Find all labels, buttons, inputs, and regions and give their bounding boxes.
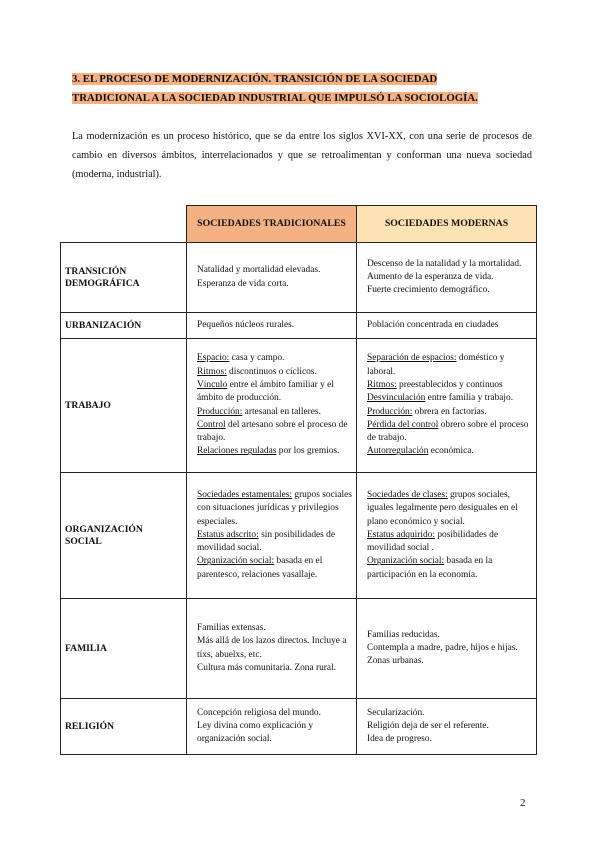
cell-line (367, 733, 532, 746)
cell-line (367, 707, 532, 720)
cell-line-key: Organización social: (197, 556, 275, 567)
column-header-traditional: SOCIEDADES TRADICIONALES (187, 206, 357, 243)
cell-modern (357, 599, 537, 699)
cell-line-text: Pequeños núcleos rurales. (197, 319, 295, 330)
cell-line (197, 445, 352, 458)
cell-line-text: sin posibilidades de movilidad social. (197, 529, 336, 554)
cell-line (197, 662, 352, 675)
cell-line (197, 366, 352, 379)
cell-line (367, 555, 532, 582)
cell-line-text: Zonas urbanas. (367, 656, 424, 667)
cell-line-key: Autorregulación (367, 446, 429, 457)
cell-line (197, 489, 352, 529)
cell-line-text: entre familia y trabajo. (425, 393, 514, 404)
cell-line (197, 264, 352, 277)
cell-line (197, 707, 352, 720)
cell-modern (357, 313, 537, 339)
section-heading (72, 70, 532, 108)
cell-line-text: económica. (428, 446, 474, 457)
cell-line (367, 529, 532, 556)
cell-line (367, 319, 532, 332)
cell-line-text: Más allá de los lazos directos. Incluye a tíxs, abuelxs, etc. (197, 636, 347, 660)
cell-traditional (187, 699, 357, 755)
row-label: TRABAJO (61, 339, 187, 473)
row-label: RELIGIÓN (61, 699, 187, 755)
section-heading-line-2: TRADICIONAL A LA SOCIEDAD INDUSTRIAL QUE IMPULSÓ LA SOCIOLOGÍA. (72, 92, 478, 104)
cell-line (197, 529, 352, 556)
row-label: FAMILIA (61, 599, 187, 699)
cell-line (367, 419, 532, 446)
table-header-row (61, 206, 537, 243)
cell-line-text: entre el ámbito familiar y el ámbito de producción. (197, 379, 334, 404)
table-corner (61, 206, 187, 243)
cell-line-text: Familias reducidas. (367, 629, 440, 640)
cell-line (367, 489, 532, 529)
cell-line (197, 352, 352, 365)
cell-line-key: Control (197, 419, 226, 430)
cell-line-text: basada en la participación en la economía. (367, 556, 493, 580)
cell-line-text: Idea de progreso. (367, 734, 432, 745)
cell-line-text: posibilidades de movilidad social . (367, 529, 498, 554)
table-row (61, 243, 537, 313)
cell-modern (357, 339, 537, 473)
cell-line (367, 392, 532, 405)
cell-line (367, 379, 532, 392)
cell-line-key: Sociedades estamentales: (197, 489, 293, 500)
cell-traditional (187, 313, 357, 339)
cell-line-key: Estatus adscrito: (197, 529, 259, 540)
cell-line-key: Producción: (367, 406, 413, 417)
cell-line-text: artesanal en talleres. (242, 406, 321, 417)
cell-line-key: Estatus adquirido: (367, 529, 435, 540)
cell-line-key: Sociedades de clases: (367, 489, 448, 500)
cell-line (197, 319, 352, 332)
cell-line (197, 379, 352, 406)
cell-line-text: Religión deja de ser el referente. (367, 720, 489, 731)
row-label: TRANSICIÓN DEMOGRÁFICA (61, 243, 187, 313)
cell-modern (357, 243, 537, 313)
cell-line-text: Descenso de la natalidad y la mortalidad. (367, 258, 522, 269)
table-row (61, 339, 537, 473)
table-row (61, 473, 537, 599)
cell-line-text: del artesano sobre el proceso de trabajo. (197, 419, 348, 444)
cell-line-text: Concepción religiosa del mundo. (197, 707, 321, 718)
row-label: ORGANIZACIÓN SOCIAL (61, 473, 187, 599)
cell-line-key: Ritmos: (197, 366, 227, 377)
cell-line-text: doméstico y laboral. (367, 353, 505, 377)
cell-line (367, 720, 532, 733)
cell-modern (357, 473, 537, 599)
cell-line-text: Familias extensas. (197, 622, 266, 633)
column-header-modern: SOCIEDADES MODERNAS (357, 206, 537, 243)
cell-line-text: por los gremios. (276, 446, 340, 457)
cell-line-text: preestablecidos y continuos (396, 379, 503, 390)
cell-line-text: Cultura más comunitaria. Zona rural. (197, 662, 337, 673)
cell-line-text: Contempla a madre, padre, hijos e hijas. (367, 642, 518, 653)
cell-line-text: Esperanza de vida corta. (197, 278, 289, 289)
cell-line-text: casa y campo. (229, 353, 285, 364)
cell-line (367, 642, 532, 655)
cell-line (367, 284, 532, 297)
cell-line (367, 655, 532, 668)
cell-line-text: obrera en factorías. (412, 406, 487, 417)
section-heading-line-1: 3. EL PROCESO DE MODERNIZACIÓN. TRANSICIÓN DE LA SOCIEDAD (72, 73, 438, 85)
cell-traditional (187, 599, 357, 699)
cell-line-text: obrero sobre el proceso de trabajo. (367, 419, 529, 444)
table-row (61, 699, 537, 755)
cell-traditional (187, 243, 357, 313)
cell-line-text: grupos sociales, iguales legalmente pero desiguales en el plano económico y social. (367, 489, 518, 527)
cell-line-key: Vínculo (197, 379, 228, 390)
cell-traditional (187, 339, 357, 473)
cell-line-key: Desvinculación (367, 393, 426, 404)
cell-line (197, 720, 352, 747)
cell-line (197, 278, 352, 291)
cell-line-text: Natalidad y mortalidad elevadas. (197, 265, 321, 276)
cell-line-key: Pérdida del control (367, 419, 439, 430)
cell-line-text: discontinuos o cíclicos. (226, 366, 317, 377)
cell-line-key: Ritmos: (367, 379, 397, 390)
cell-line-key: Separación de espacios: (367, 353, 457, 364)
table-body (61, 243, 537, 755)
cell-line (197, 555, 352, 582)
intro-paragraph: La modernización es un proceso histórico, que se da entre los siglos XVI-XX, con una serie de procesos de cambio en diversos ámbitos, interrelacionados y que se retroalimentan y conforman una nueva sociedad (moderna, industrial). (72, 131, 532, 180)
table-row (61, 313, 537, 339)
cell-line (367, 352, 532, 379)
cell-line (197, 622, 352, 635)
cell-line (367, 445, 532, 458)
cell-line (197, 635, 352, 662)
cell-line-text: grupos sociales con situaciones jurídicas y privilegios especiales. (197, 489, 352, 527)
comparison-table (60, 205, 537, 755)
cell-line-text: Aumento de la esperanza de vida. (367, 271, 494, 282)
cell-line-key: Espacio: (197, 353, 230, 364)
cell-line-key: Relaciones reguladas (197, 446, 277, 457)
cell-modern (357, 699, 537, 755)
cell-line-key: Producción: (197, 406, 243, 417)
cell-line-text: Fuerte crecimiento demográfico. (367, 285, 490, 296)
page-number: 2 (520, 797, 526, 809)
cell-line (367, 258, 532, 271)
cell-line-key: Organización social: (367, 556, 445, 567)
cell-line (197, 406, 352, 419)
cell-line (367, 629, 532, 642)
cell-line-text: basada en el parentesco, relaciones vasallaje. (197, 556, 323, 580)
cell-traditional (187, 473, 357, 599)
cell-line-text: Ley divina como explicación y organización social. (197, 720, 314, 745)
cell-line (197, 419, 352, 446)
cell-line-text: Secularización. (367, 707, 425, 718)
table-row (61, 599, 537, 699)
row-label: URBANIZACIÓN (61, 313, 187, 339)
cell-line-text: Población concentrada en ciudades (367, 319, 499, 330)
cell-line (367, 406, 532, 419)
cell-line (367, 271, 532, 284)
